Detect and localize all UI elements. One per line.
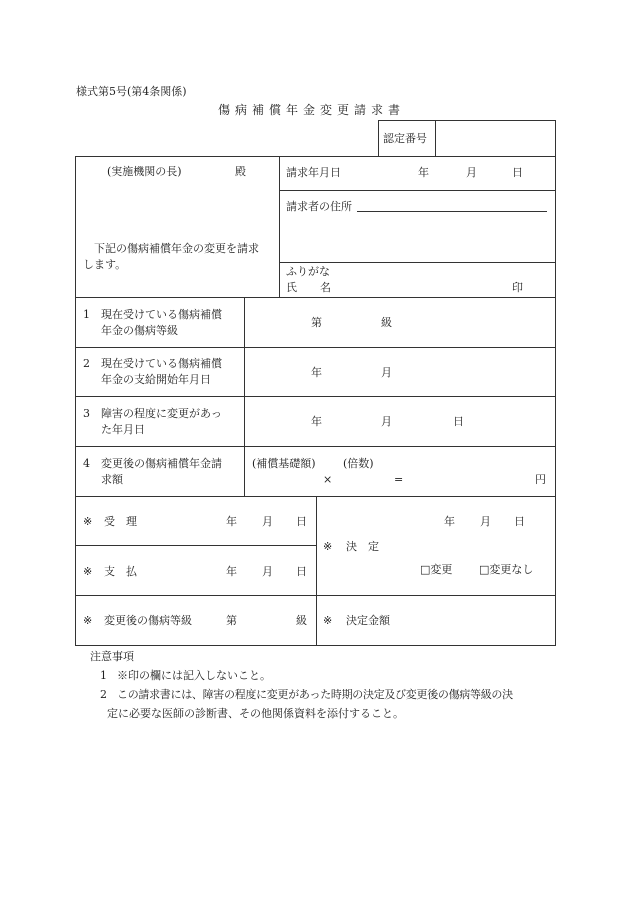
item3-label-line2: た年月日: [101, 423, 145, 436]
address-field[interactable]: [358, 194, 546, 210]
request-date-field[interactable]: [346, 162, 546, 184]
receipt-month: 月: [262, 515, 273, 528]
equals-sign: =: [394, 473, 404, 486]
form-number: 様式第5号(第4条関係): [76, 85, 187, 98]
item3-year: 年: [311, 415, 322, 428]
cert-number-field[interactable]: [440, 124, 550, 152]
payment-label: 支 払: [104, 565, 137, 578]
receipt-label: 受 理: [104, 515, 137, 528]
decision-day: 日: [514, 515, 525, 528]
note2-text-line2: 定に必要な医師の診断書、その他関係資料を添付すること。: [107, 707, 404, 720]
address-underline: [357, 211, 547, 212]
seal-mark: 印: [512, 281, 523, 294]
payment-month: 月: [262, 565, 273, 578]
decision-month: 月: [480, 515, 491, 528]
request-year: 年: [418, 166, 429, 179]
item2-month: 月: [381, 366, 392, 379]
item2-label-line1: 現在受けている傷病補償: [101, 357, 222, 370]
name-shi: 氏: [286, 281, 297, 294]
furigana-label: ふりがな: [286, 265, 330, 278]
notes-heading: 注意事項: [90, 650, 134, 663]
request-month: 月: [466, 166, 477, 179]
item3-month: 月: [381, 415, 392, 428]
item3-number: 3: [83, 407, 90, 420]
note1-number: 1: [100, 669, 107, 682]
item1-kyu: 級: [381, 316, 392, 329]
unchanged-checkbox[interactable]: □変更なし: [479, 563, 534, 576]
note1-text: ※印の欄には記入しないこと。: [117, 669, 271, 682]
item1-dai: 第: [311, 316, 322, 329]
item2-number: 2: [83, 357, 90, 370]
item3-label-line1: 障害の程度に変更があっ: [101, 407, 222, 420]
request-day: 日: [512, 166, 523, 179]
honorific: 殿: [235, 165, 246, 178]
item3-day: 日: [453, 415, 464, 428]
item2-label-line2: 年金の支給開始年月日: [101, 373, 211, 386]
grade-mark: ※: [83, 614, 93, 627]
payment-year: 年: [226, 565, 237, 578]
decision-year: 年: [444, 515, 455, 528]
item4-number: 4: [83, 457, 90, 470]
note2-text-line1: この請求書には、障害の程度に変更があった時期の決定及び変更後の傷病等級の決: [117, 688, 513, 701]
base-amount-label: (補償基礎額): [252, 457, 316, 470]
address-label: 請求者の住所: [286, 200, 352, 213]
amount-mark: ※: [323, 614, 333, 627]
item4-amount-field[interactable]: [250, 454, 550, 490]
addressee: (実施機関の長): [107, 165, 182, 178]
item2-year: 年: [311, 366, 322, 379]
item1-number: 1: [83, 308, 90, 321]
name-field[interactable]: [340, 265, 500, 293]
request-text-1: 下記の傷病補償年金の変更を請求: [94, 242, 259, 255]
note2-number: 2: [100, 688, 107, 701]
item1-grade-field[interactable]: [326, 310, 378, 334]
decided-amount-label: 決定金額: [346, 614, 390, 627]
decision-mark: ※: [323, 540, 333, 553]
decision-label: 決 定: [346, 540, 379, 553]
yen-sign: 円: [535, 473, 546, 486]
times-sign: ×: [323, 473, 333, 486]
multiplier-label: (倍数): [343, 457, 374, 470]
item1-label-line2: 年金の傷病等級: [101, 324, 178, 337]
request-text-2: します。: [83, 258, 127, 271]
form-title: 傷病補償年金変更請求書: [218, 103, 406, 117]
name-mei: 名: [320, 281, 331, 294]
cert-number-label: 認定番号: [383, 132, 427, 145]
new-grade-dai: 第: [226, 614, 237, 627]
new-grade-kyu: 級: [296, 614, 307, 627]
receipt-year: 年: [226, 515, 237, 528]
receipt-mark: ※: [83, 515, 93, 528]
payment-mark: ※: [83, 565, 93, 578]
item1-label-line1: 現在受けている傷病補償: [101, 308, 222, 321]
changed-checkbox[interactable]: □変更: [420, 563, 453, 576]
item4-label-line2: 求額: [101, 473, 123, 486]
item2-date-field[interactable]: [250, 356, 550, 388]
item3-date-field[interactable]: [250, 405, 550, 437]
item4-label-line1: 変更後の傷病補償年金請: [101, 457, 222, 470]
new-grade-label: 変更後の傷病等級: [104, 614, 192, 627]
receipt-day: 日: [296, 515, 307, 528]
payment-day: 日: [296, 565, 307, 578]
request-date-label: 請求年月日: [286, 166, 341, 179]
